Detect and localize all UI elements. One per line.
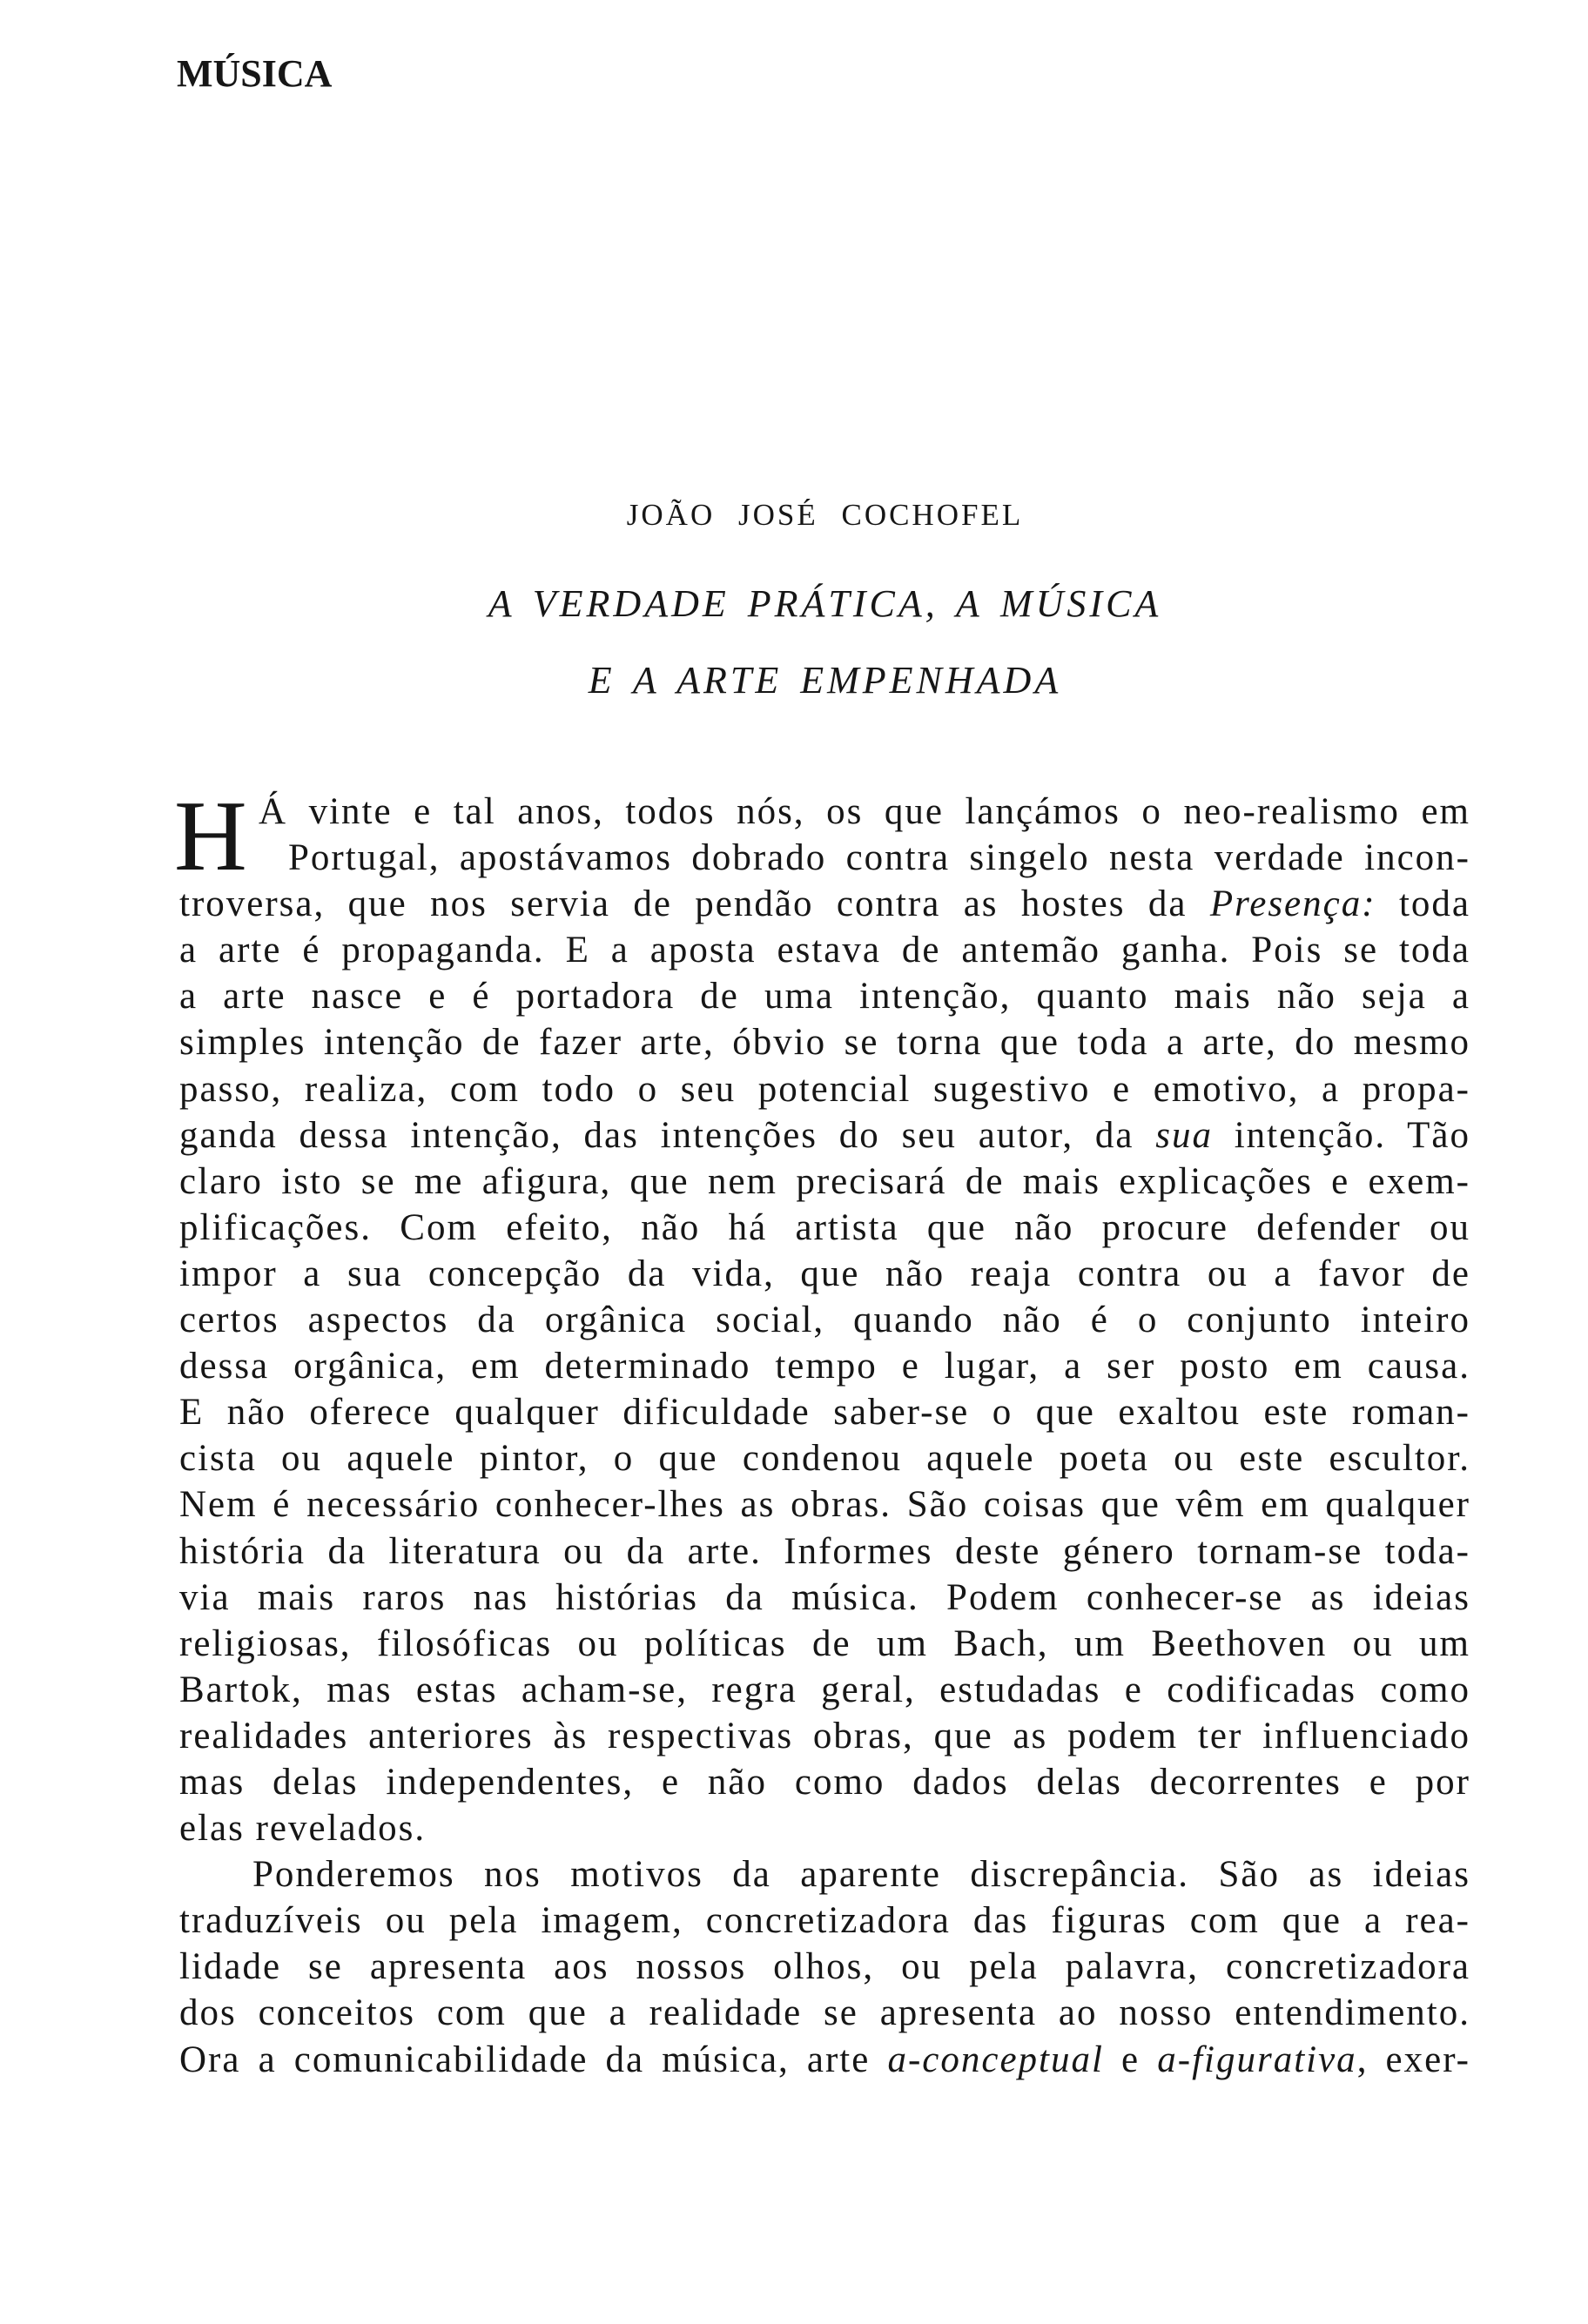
body-line: religiosas, filosóficas ou políticas de um Bach, um Beethoven ou um (179, 1622, 1470, 1664)
article-title-line-2: E A ARTE EMPENHADA (588, 659, 1062, 702)
body-line: Bartok, mas estas acham-se, regra geral, estudadas e codificadas como (179, 1669, 1470, 1710)
italic-text-run: Presença: (1209, 883, 1376, 925)
body-line: passo, realiza, com todo o seu potencial sugestivo e emotivo, a propa- (179, 1068, 1470, 1110)
text-run: ganda dessa intenção, das intenções do seu autor, da (179, 1114, 1156, 1156)
italic-text-run: a-figurativa (1157, 2039, 1357, 2080)
italic-text-run: sua (1155, 1114, 1213, 1156)
text-run: toda (1376, 883, 1470, 925)
running-head: MÚSICA (177, 52, 333, 95)
drop-cap: H (174, 781, 247, 892)
body-line: simples intenção de fazer arte, óbvio se torna que toda a arte, do mesmo (179, 1022, 1470, 1064)
body-line: Ponderemos nos motivos da aparente discrepância. São as ideias (252, 1854, 1470, 1896)
body-line: realidades anteriores às respectivas obras, que as podem ter influenciado (179, 1715, 1470, 1756)
body-line: traduzíveis ou pela imagem, concretizadora das figuras com que a rea- (179, 1900, 1470, 1942)
body-line: Nem é necessário conhecer-lhes as obras. São coisas que vêm em qualquer (179, 1484, 1470, 1526)
body-line: E não oferece qualquer dificuldade saber-se o que exaltou este roman- (179, 1392, 1470, 1434)
article-author: JOÃO JOSÉ COCHOFEL (626, 498, 1024, 532)
body-line: certos aspectos da orgânica social, quando não é o conjunto inteiro (179, 1300, 1470, 1341)
text-run: intenção. Tão (1212, 1114, 1470, 1156)
body-line: claro isto se me afigura, que nem precisará de mais explicações e exem- (179, 1160, 1470, 1202)
body-line: a arte nasce e é portadora de uma intenção, quanto mais não seja a (179, 976, 1470, 1018)
body-line: mas delas independentes, e não como dados delas decorrentes e por (179, 1761, 1470, 1803)
body-line: plificações. Com efeito, não há artista que não procure defender ou (179, 1206, 1470, 1248)
body-line: a arte é propaganda. E a aposta estava de antemão ganha. Pois se toda (179, 930, 1470, 971)
italic-text-run: a-conceptual (887, 2039, 1104, 2080)
body-line: Á vinte e tal anos, todos nós, os que lançámos o neo-realismo em (259, 791, 1470, 832)
body-line: dessa orgânica, em determinado tempo e lugar, a ser posto em causa. (179, 1346, 1470, 1387)
paragraph-2 (179, 1851, 1470, 2082)
article-body (179, 789, 1470, 2083)
body-line: Portugal, apostávamos dobrado contra singelo nesta verdade incon- (288, 837, 1470, 879)
article-title-line-1: A VERDADE PRÁTICA, A MÚSICA (488, 582, 1162, 625)
body-line: elas revelados. (179, 1808, 427, 1850)
body-line: impor a sua concepção da vida, que não reaja contra ou a favor de (179, 1253, 1470, 1294)
body-line: cista ou aquele pintor, o que condenou aquele poeta ou este escultor. (179, 1438, 1470, 1480)
body-line (179, 2037, 1470, 2083)
paragraph-1 (179, 789, 1470, 1851)
body-line: lidade se apresenta aos nossos olhos, ou pela palavra, concretizadora (179, 1946, 1470, 1988)
text-run: troversa, que nos servia de pendão contra as hostes da (179, 883, 1210, 925)
text-run: , exer- (1356, 2039, 1470, 2080)
body-line: via mais raros nas histórias da música. Podem conhecer-se as ideias (179, 1576, 1470, 1618)
body-line: dos conceitos com que a realidade se apresenta ao nosso entendimento. (179, 1992, 1470, 2034)
text-run: Ora a comunicabilidade da música, arte (179, 2039, 888, 2080)
body-line (179, 1112, 1470, 1159)
body-line (179, 881, 1470, 927)
text-run: e (1103, 2039, 1158, 2080)
body-line: história da literatura ou da arte. Informes deste género tornam-se toda- (179, 1530, 1470, 1572)
